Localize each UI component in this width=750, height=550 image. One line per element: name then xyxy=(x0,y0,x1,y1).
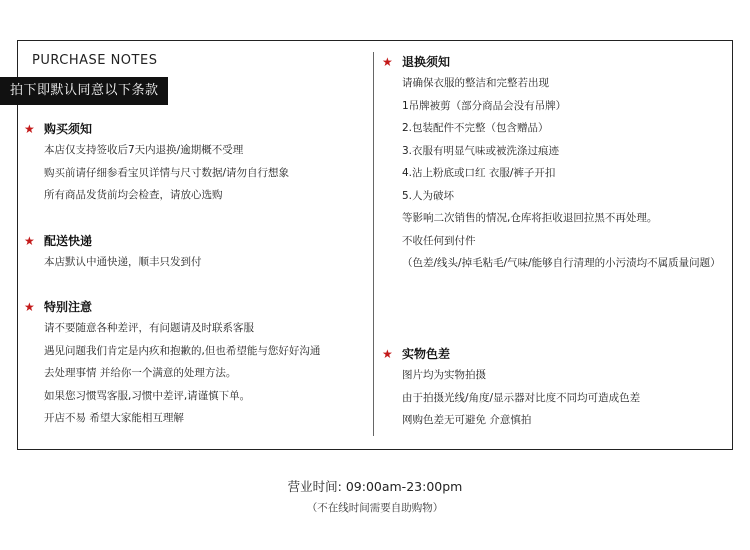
section-line: 如果您习惯骂客服,习惯中差评,请谨慎下单。 xyxy=(44,389,251,402)
section-shipping xyxy=(24,231,202,274)
offline-note: （不在线时间需要自助购物） xyxy=(306,502,444,514)
section-special-notice xyxy=(24,297,320,430)
section-title: 退换须知 xyxy=(402,55,451,69)
section-line: 购买前请仔细参看宝贝详情与尺寸数据/请勿自行想象 xyxy=(44,166,290,179)
section-line: 网购色差无可避免 介意慎拍 xyxy=(402,414,532,426)
section-line: 5.人为破坏 xyxy=(402,189,455,202)
column-divider xyxy=(373,52,374,436)
section-line: 本店仅支持签收后7天内退换/逾期概不受理 xyxy=(44,144,244,156)
section-line: 1吊牌被剪（部分商品会没有吊牌） xyxy=(402,99,567,112)
section-color-difference xyxy=(382,344,640,432)
section-line: 4.沾上粉底或口红 衣服/裤子开扣 xyxy=(402,167,556,179)
section-line: 由于拍摄光线/角度/显示器对比度不同均可造成色差 xyxy=(402,391,641,404)
star-icon: ★ xyxy=(24,300,35,314)
section-line: 开店不易 希望大家能相互理解 xyxy=(44,412,184,424)
section-line: 2.包装配件不完整（包含赠品） xyxy=(402,122,549,134)
section-line: 图片均为实物拍摄 xyxy=(402,369,486,381)
star-icon: ★ xyxy=(382,347,393,361)
section-title: 配送快递 xyxy=(44,234,93,248)
section-line: 请确保衣服的整洁和完整若出现 xyxy=(402,77,549,89)
star-icon: ★ xyxy=(382,55,393,69)
star-icon: ★ xyxy=(24,122,35,136)
section-line: （色差/线头/掉毛粘毛/气味/能够自行清理的小污渍均不属质量问题） xyxy=(402,257,721,269)
section-title: 实物色差 xyxy=(402,347,451,361)
section-purchase-info xyxy=(24,119,289,207)
section-return-policy xyxy=(382,52,721,275)
section-line: 等影响二次销售的情况,仓库将拒收退回拉黑不再处理。 xyxy=(402,212,658,224)
business-hours: 营业时间: 09:00am-23:00pm xyxy=(287,479,463,494)
section-line: 所有商品发货前均会检查，请放心选购 xyxy=(44,189,223,201)
star-icon: ★ xyxy=(24,234,35,248)
section-title: 特别注意 xyxy=(44,300,93,314)
section-line: 请不要随意各种差评，有问题请及时联系客服 xyxy=(44,322,254,334)
section-line: 去处理事情 并给你一个满意的处理方法。 xyxy=(44,367,237,379)
section-title: 购买须知 xyxy=(44,122,93,136)
section-line: 遇见问题我们肯定是内疚和抱歉的,但也希望能与您好好沟通 xyxy=(44,344,321,357)
section-line: 不收任何到付件 xyxy=(402,234,476,247)
section-line: 3.衣服有明显气味或被洗涤过痕迹 xyxy=(402,144,560,157)
agreement-banner: 拍下即默认同意以下条款 xyxy=(0,77,168,105)
section-line: 本店默认中通快递，顺丰只发到付 xyxy=(44,256,202,268)
purchase-notes-heading: PURCHASE NOTES xyxy=(32,53,158,68)
